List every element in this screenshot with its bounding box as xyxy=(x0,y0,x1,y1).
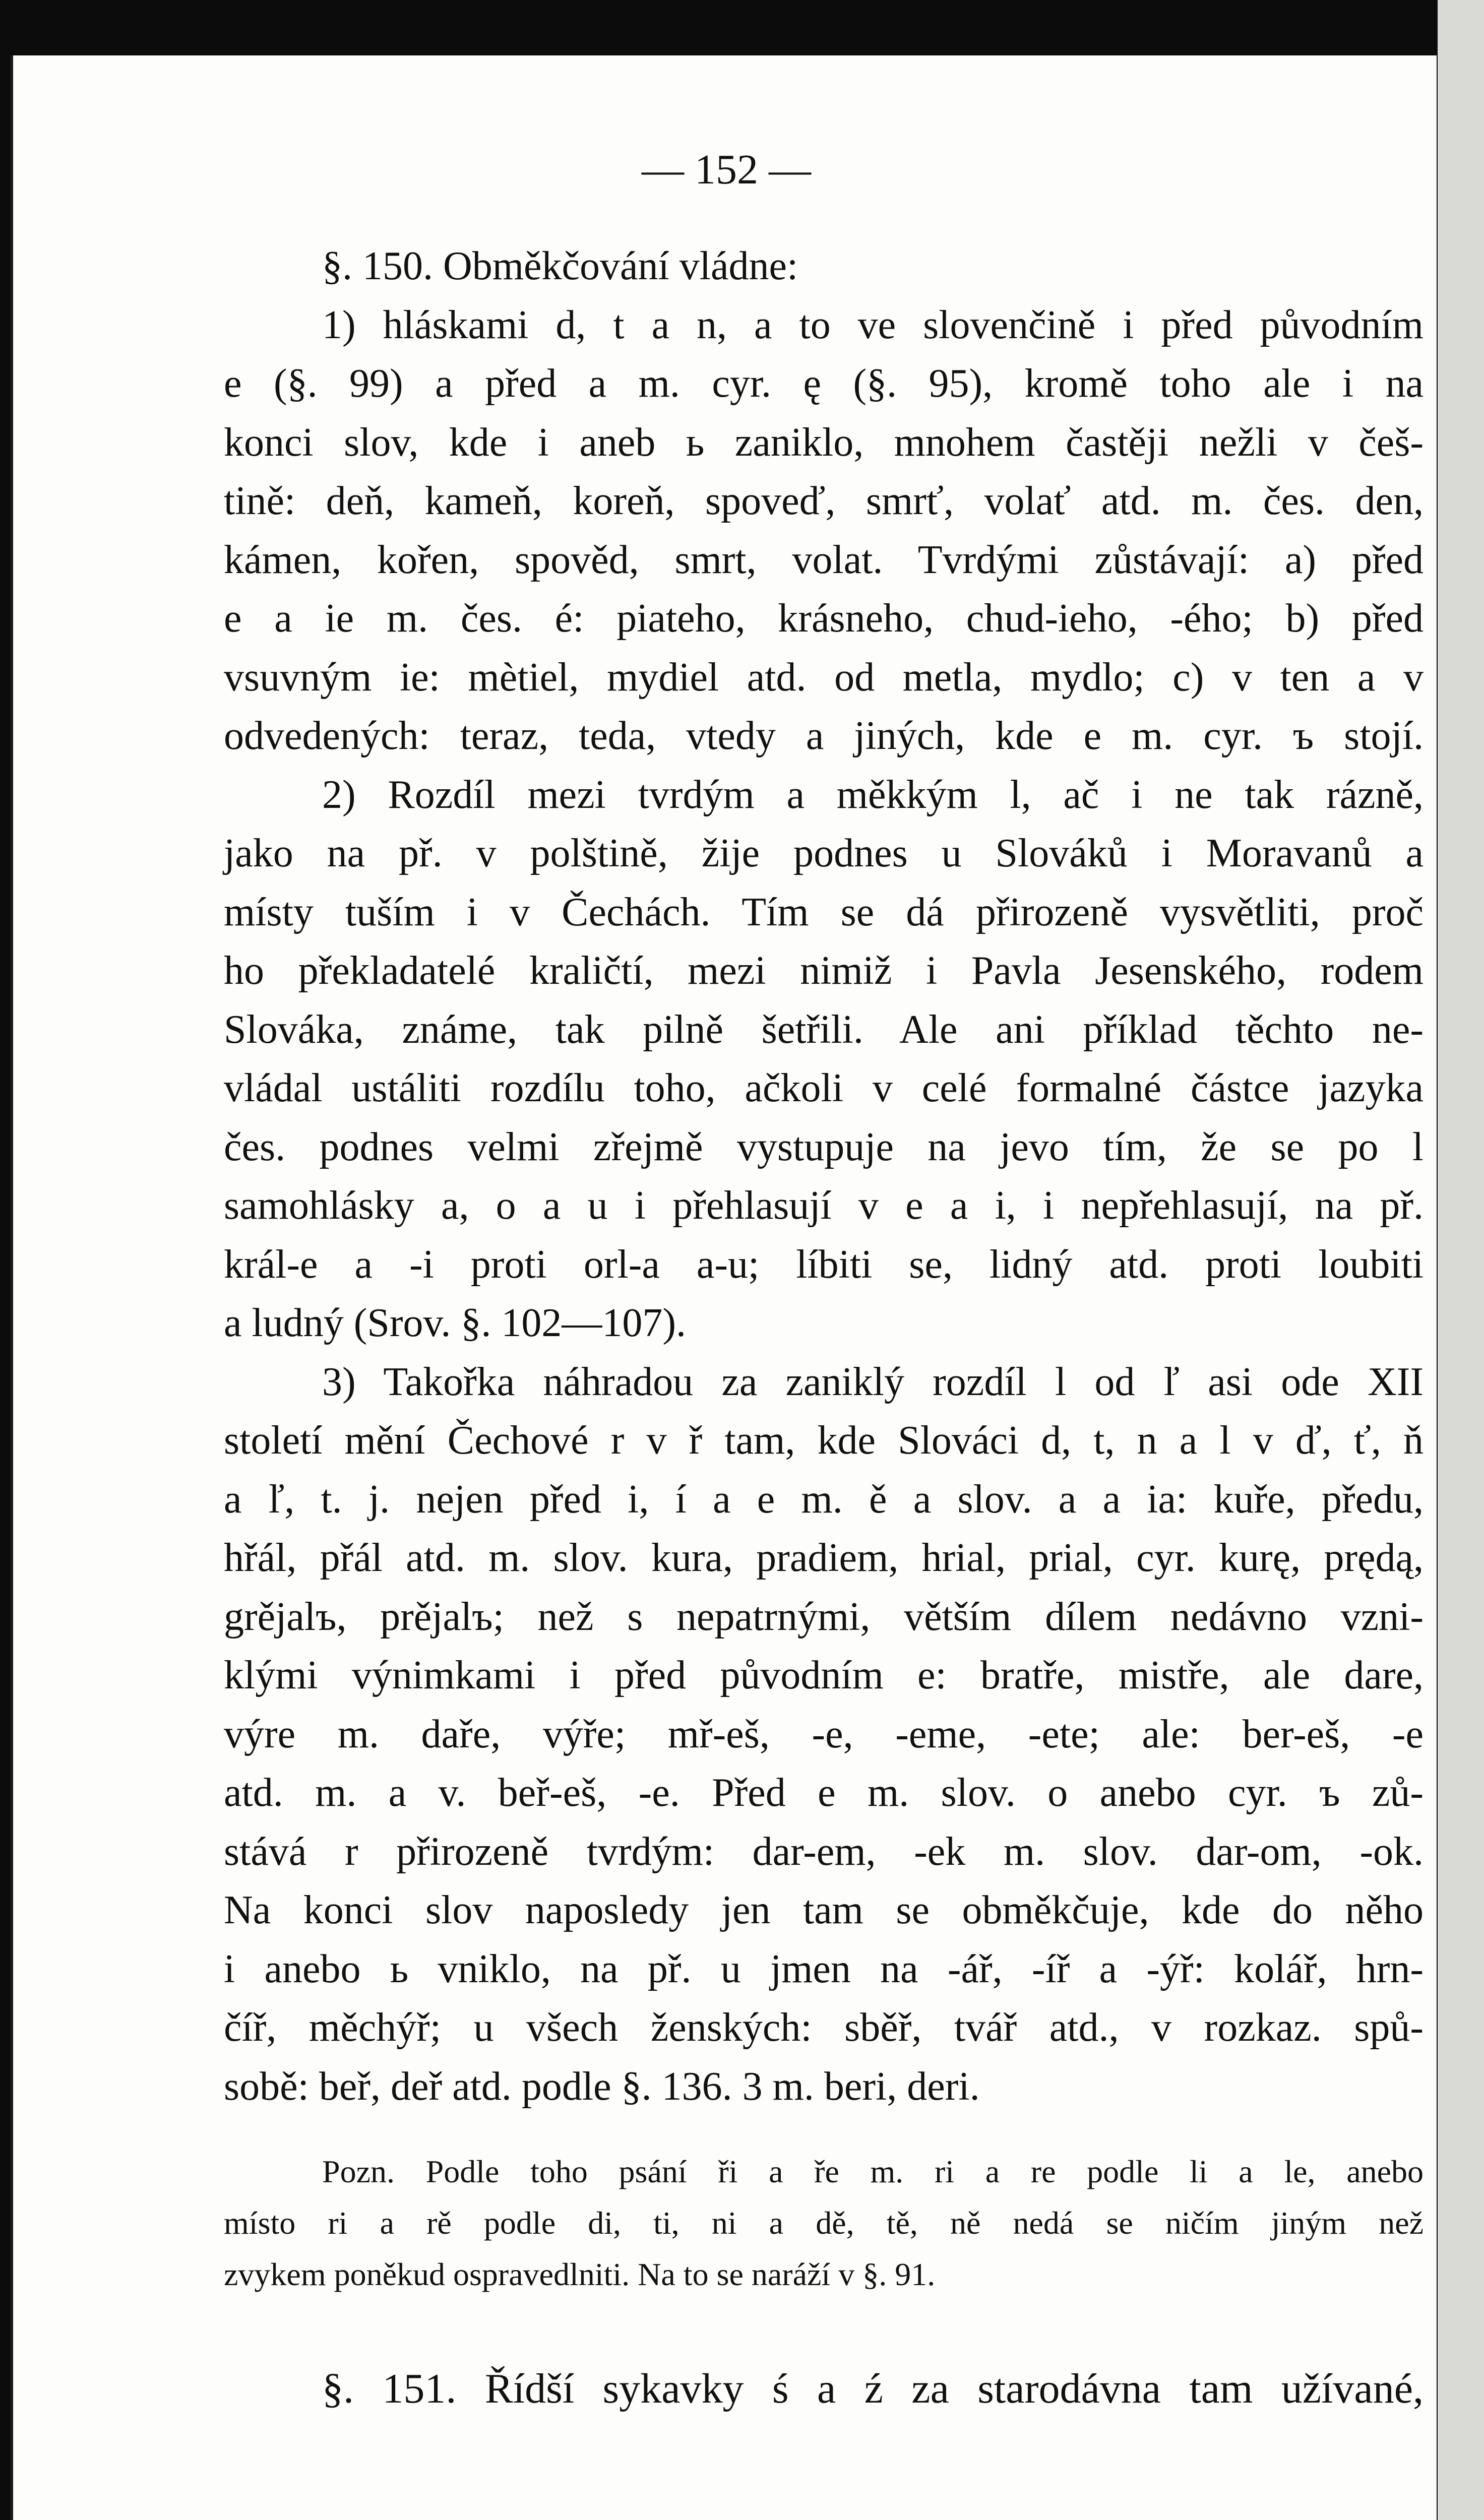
text-line: Na konci slov naposledy jen tam se obměkčuje, kde do něho xyxy=(224,1888,1424,1932)
page-text xyxy=(224,237,1424,2419)
note-line: Pozn. Podle toho psání ři a ře m. ri a re podle li a le, anebo xyxy=(322,2154,1424,2189)
text-line: tině: deň, kameň, koreň, spoveď, smrť, volať atd. m. čes. den, xyxy=(224,479,1424,523)
text-line: samohlásky a, o a u i přehlasují v e a i, i nepřehlasují, na př. xyxy=(224,1183,1424,1228)
text-line: 1) hláskami d, t a n, a to ve slovenčině i před původním xyxy=(322,302,1424,347)
text-line: místy tuším i v Čechách. Tím se dá přirozeně vysvětliti, proč xyxy=(224,890,1424,934)
text-line: grějalъ, prějalъ; než s nepatrnými, větším dílem nedávno vzni- xyxy=(224,1594,1424,1639)
text-line: odvedených: teraz, teda, vtedy a jiných, kde e m. cyr. ъ stojí. xyxy=(224,714,1424,758)
text-line: 2) Rozdíl mezi tvrdým a měkkým l, ač i ne tak rázně, xyxy=(322,772,1424,817)
note-line: místo ri a rě podle di, ti, ni a dě, tě, ně nedá se ničím jiným než xyxy=(224,2205,1424,2241)
section-150-heading: §. 150. Obměkčování vládne: xyxy=(322,244,798,288)
text-line: vsuvným ie: mètiel, mydiel atd. od metla, mydlo; c) v ten a v xyxy=(224,655,1424,700)
text-line: výre m. daře, výře; mř-eš, -e, -eme, -ete; ale: ber-eš, -e xyxy=(224,1712,1424,1756)
book-page xyxy=(10,55,1437,2520)
text-line: čes. podnes velmi zřejmě vystupuje na jevo tím, že se po l xyxy=(224,1124,1424,1169)
text-line: 3) Takořka náhradou za zaniklý rozdíl l od ľ asi ode XII xyxy=(322,1359,1424,1404)
text-line: i anebo ь vniklo, na př. u jmen na -ář, -íř a -ýř: kolář, hrn- xyxy=(224,1946,1424,1991)
text-line: atd. m. a v. beř-eš, -e. Před e m. slov. o anebo cyr. ъ zů- xyxy=(224,1771,1424,1815)
text-line: jako na př. v polštině, žije podnes u Slováků i Moravanů a xyxy=(224,831,1424,875)
text-line: stává r přirozeně tvrdým: dar-em, -ek m. slov. dar-om, -ok. xyxy=(224,1829,1424,1874)
text-line: ho překladatelé kraličtí, mezi nimiž i Pavla Jesenského, rodem xyxy=(224,949,1424,993)
text-line: a ľ, t. j. nejen před i, í a e m. ě a slov. a a ia: kuře, předu, xyxy=(224,1477,1424,1522)
note-line: zvykem poněkud ospravedlniti. Na to se naráží v §. 91. xyxy=(224,2256,936,2292)
text-line: sobě: beř, deř atd. podle §. 136. 3 m. beri, deri. xyxy=(224,2064,980,2109)
text-line: kámen, kořen, spověd, smrt, volat. Tvrdými zůstávají: a) před xyxy=(224,537,1424,582)
text-line: číř, měchýř; u všech ženských: sběř, tvář atd., v rozkaz. spů- xyxy=(224,2005,1424,2050)
text-line: století mění Čechové r v ř tam, kde Slováci d, t, n a l v ď, ť, ň xyxy=(224,1418,1424,1463)
text-line: a ludný (Srov. §. 102—107). xyxy=(224,1301,686,1345)
section-151-heading: §. 151. Řídší sykavky ś a ź za starodávna tam užívané, xyxy=(322,2365,1424,2412)
text-line: konci slov, kde i aneb ь zaniklo, mnohem častěji nežli v češ- xyxy=(224,420,1424,465)
text-line: Slováka, známe, tak pilně šetřili. Ale ani příklad těchto ne- xyxy=(224,1007,1424,1052)
text-line: král-e a -i proti orl-a a-u; líbiti se, lidný atd. proti loubiti xyxy=(224,1242,1424,1287)
scan-top-border xyxy=(0,0,1484,55)
text-line: klými výnimkami i před původním e: bratře, mistře, ale dare, xyxy=(224,1653,1424,1697)
text-line: e a ie m. čes. é: piateho, krásneho, chud-ieho, -ého; b) před xyxy=(224,596,1424,641)
text-line: e (§. 99) a před a m. cyr. ę (§. 95), kromě toho ale i na xyxy=(224,361,1424,406)
footnote xyxy=(224,2146,1424,2300)
text-line: hřál, přál atd. m. slov. kura, pradiem, hrial, prial, cyr. kurę, prędą, xyxy=(224,1536,1424,1580)
text-line: vládal ustáliti rozdílu toho, ačkoli v celé formalné částce jazyka xyxy=(224,1066,1424,1110)
page-number: — 152 — xyxy=(642,146,811,193)
scan-right-margin xyxy=(1438,0,1484,2520)
